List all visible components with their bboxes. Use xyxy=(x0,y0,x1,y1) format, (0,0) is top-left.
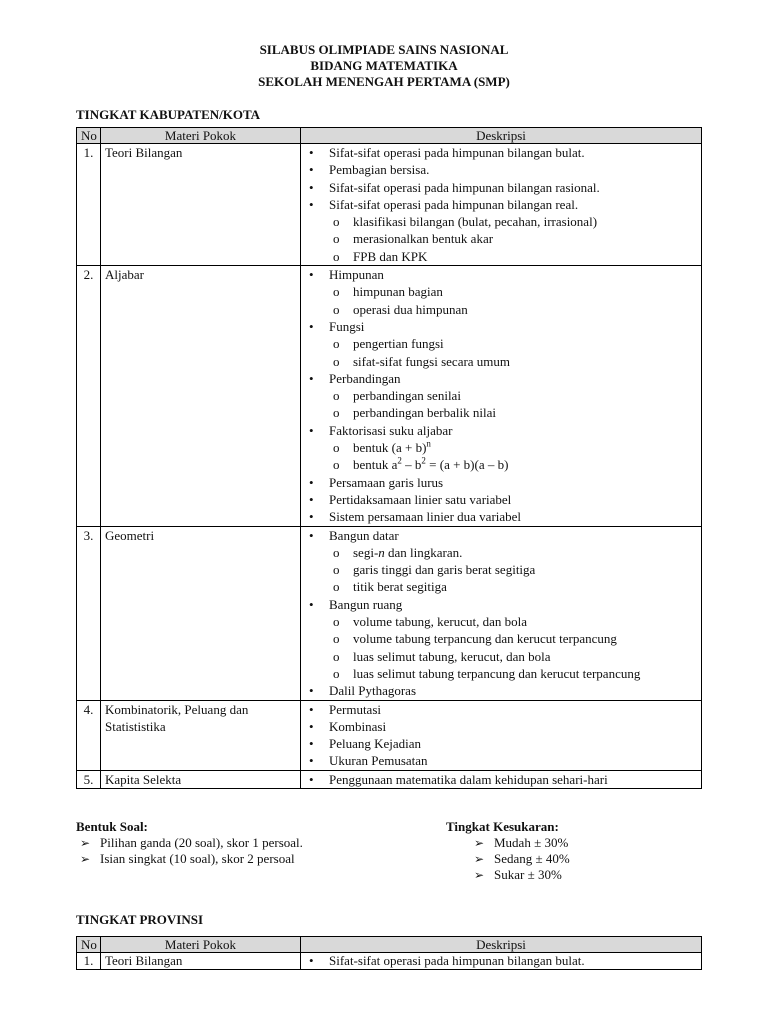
table-body xyxy=(77,144,702,789)
table-row xyxy=(77,953,702,970)
text-fragment: luas selimut tabung terpancung dan kerucut terpancung xyxy=(353,665,641,681)
cell-deskripsi xyxy=(301,770,702,788)
text-fragment: Bangun ruang xyxy=(329,596,403,612)
tingkat-kesukaran-title: Tingkat Kesukaran: xyxy=(446,819,559,834)
list-item xyxy=(305,456,697,473)
text-fragment: pengertian fungsi xyxy=(353,336,444,352)
table-header-row xyxy=(77,937,702,953)
cell-materi: Kombinatorik, Peluang dan Statististika xyxy=(101,700,301,770)
title-line-1: SILABUS OLIMPIADE SAINS NASIONAL xyxy=(259,42,509,57)
list-item xyxy=(305,266,697,283)
table-row xyxy=(77,266,702,526)
text-fragment: garis tinggi dan garis berat segitiga xyxy=(353,562,536,578)
list-item xyxy=(305,422,697,439)
section-title-provinsi: TINGKAT PROVINSI xyxy=(76,912,204,927)
list-item xyxy=(305,335,697,352)
list-item xyxy=(305,404,697,421)
table-row xyxy=(77,526,702,700)
cell-deskripsi xyxy=(301,266,702,526)
list-item: ➢ Sedang ± 40% xyxy=(470,851,570,867)
list-item xyxy=(305,439,697,456)
list-item xyxy=(305,370,697,387)
list-item xyxy=(305,353,697,370)
list-item xyxy=(305,630,697,647)
list-item: ➢ Pilihan ganda (20 soal), skor 1 persoal. xyxy=(76,835,303,851)
text-fragment: 2 xyxy=(397,456,402,467)
list-item xyxy=(305,230,697,247)
text-fragment: klasifikasi bilangan (bulat, pecahan, irrasional) xyxy=(353,214,598,230)
text-fragment: perbandingan berbalik nilai xyxy=(353,405,496,421)
header-deskripsi: Deskripsi xyxy=(301,937,702,953)
list-item xyxy=(305,196,697,213)
text-fragment: Kombinasi xyxy=(329,718,387,734)
text-fragment: segi- xyxy=(353,544,379,560)
title-line-3: SEKOLAH MENENGAH PERTAMA (SMP) xyxy=(258,74,510,89)
text-fragment: Permutasi xyxy=(329,701,381,717)
list-item xyxy=(305,527,697,544)
text-fragment: Sifat-sifat operasi pada himpunan bilangan bulat. xyxy=(329,145,585,160)
cell-deskripsi xyxy=(301,526,702,700)
list-item xyxy=(305,735,697,752)
list-item xyxy=(305,752,697,769)
header-no: No xyxy=(77,937,101,953)
cell-materi: Aljabar xyxy=(101,266,301,526)
list-item: ➢ Sukar ± 30% xyxy=(470,867,570,883)
list-item xyxy=(305,682,697,699)
text-fragment: sifat-sifat fungsi secara umum xyxy=(353,353,511,369)
cell-deskripsi xyxy=(301,144,702,266)
list-item xyxy=(305,561,697,578)
text-fragment: = (a + b)(a – b) xyxy=(425,457,509,473)
text-fragment: Peluang Kejadian xyxy=(329,736,422,752)
list-item xyxy=(305,578,697,595)
title-line-2: BIDANG MATEMATIKA xyxy=(310,58,458,73)
text-fragment: operasi dua himpunan xyxy=(353,301,468,317)
cell-materi: Geometri xyxy=(101,526,301,700)
text-fragment: n xyxy=(378,544,385,560)
list-item xyxy=(305,648,697,665)
list-item xyxy=(305,301,697,318)
table-row xyxy=(77,770,702,788)
cell-no: 1. xyxy=(77,953,101,970)
list-item xyxy=(305,544,697,561)
list-item: ➢ Isian singkat (10 soal), skor 2 persoal xyxy=(76,851,303,867)
list-item: • Sifat-sifat operasi pada himpunan bilangan bulat. xyxy=(305,953,697,969)
list-item xyxy=(305,387,697,404)
list-item xyxy=(305,161,697,178)
list-item xyxy=(305,248,697,265)
list-item xyxy=(305,771,697,788)
cell-materi: Kapita Selekta xyxy=(101,770,301,788)
section-title-kabupaten: TINGKAT KABUPATEN/KOTA xyxy=(76,107,261,122)
cell-no: 4. xyxy=(77,700,101,770)
cell-no: 2. xyxy=(77,266,101,526)
list-item xyxy=(305,718,697,735)
text-fragment: bentuk a xyxy=(353,457,398,473)
list-item xyxy=(305,283,697,300)
syllabus-table-provinsi xyxy=(76,936,702,970)
cell-no: 3. xyxy=(77,526,101,700)
cell-deskripsi xyxy=(301,700,702,770)
header-no: No xyxy=(77,128,101,144)
cell-no: 1. xyxy=(77,144,101,266)
list-item xyxy=(305,491,697,508)
list-item xyxy=(305,179,697,196)
list-item xyxy=(305,665,697,682)
text-fragment: merasionalkan bentuk akar xyxy=(353,231,494,247)
text-fragment: volume tabung, kerucut, dan bola xyxy=(353,614,528,630)
text-fragment: Perbandingan xyxy=(329,370,401,386)
text-fragment: 2 xyxy=(421,456,426,467)
text-fragment: luas selimut tabung, kerucut, dan bola xyxy=(353,648,551,664)
header-deskripsi: Deskripsi xyxy=(301,128,702,144)
cell-materi: Teori Bilangan xyxy=(101,953,301,970)
text-fragment: Pembagian bersisa. xyxy=(329,162,430,178)
text-fragment: perbandingan senilai xyxy=(353,388,461,404)
text-fragment: n xyxy=(426,438,431,449)
text-fragment: Sifat-sifat operasi pada himpunan bilangan real. xyxy=(329,196,579,212)
list-item: ➢ Mudah ± 30% xyxy=(470,835,570,851)
text-fragment: himpunan bagian xyxy=(353,284,443,300)
text-fragment: FPB dan KPK xyxy=(353,248,428,264)
list-item xyxy=(305,613,697,630)
list-item xyxy=(305,213,697,230)
table-header-row xyxy=(77,128,702,144)
bentuk-soal-block xyxy=(76,819,303,867)
table-row xyxy=(77,700,702,770)
text-fragment: Penggunaan matematika dalam kehidupan sehari-hari xyxy=(329,771,608,787)
text-fragment: Bangun datar xyxy=(329,527,399,543)
text-fragment: – b xyxy=(401,457,422,473)
bentuk-soal-title: Bentuk Soal: xyxy=(76,819,148,834)
table-row xyxy=(77,144,702,266)
list-item xyxy=(305,144,697,161)
list-item xyxy=(305,596,697,613)
text-fragment: Pertidaksamaan linier satu variabel xyxy=(329,491,512,507)
text-fragment: Himpunan xyxy=(329,267,384,283)
text-fragment: Sistem persamaan linier dua variabel xyxy=(329,509,522,525)
text-fragment: Persamaan garis lurus xyxy=(329,474,444,490)
text-fragment: dan lingkaran. xyxy=(384,544,463,560)
list-item xyxy=(305,508,697,525)
cell-no: 5. xyxy=(77,770,101,788)
header-materi: Materi Pokok xyxy=(101,937,301,953)
cell-materi: Teori Bilangan xyxy=(101,144,301,266)
text-fragment: titik berat segitiga xyxy=(353,579,447,595)
header-materi: Materi Pokok xyxy=(101,128,301,144)
text-fragment: Sifat-sifat operasi pada himpunan bilangan rasional. xyxy=(329,179,600,195)
text-fragment: Faktorisasi suku aljabar xyxy=(329,422,453,438)
cell-deskripsi xyxy=(301,953,702,970)
text-fragment: Dalil Pythagoras xyxy=(329,683,417,699)
syllabus-table-kabupaten xyxy=(76,127,702,789)
text-fragment: volume tabung terpancung dan kerucut terpancung xyxy=(353,631,617,647)
tingkat-kesukaran-block xyxy=(446,819,570,883)
document-title xyxy=(0,42,768,90)
list-item xyxy=(305,474,697,491)
text-fragment: bentuk (a + b) xyxy=(353,440,427,456)
list-item xyxy=(305,318,697,335)
text-fragment: Fungsi xyxy=(329,318,365,334)
text-fragment: Ukuran Pemusatan xyxy=(329,753,428,769)
list-item xyxy=(305,701,697,718)
